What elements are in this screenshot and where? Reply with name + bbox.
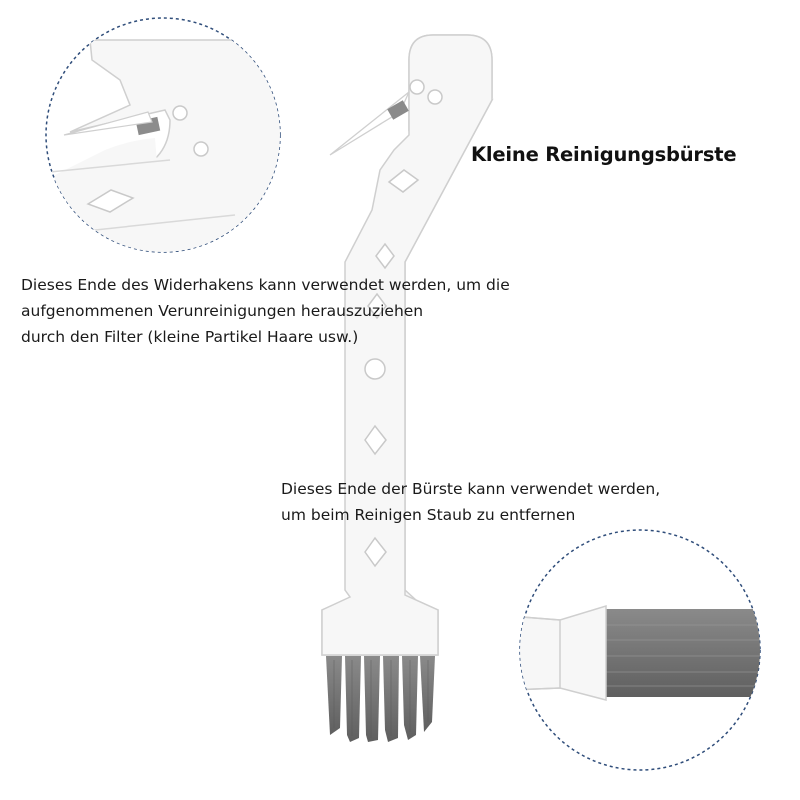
brush-description [281,476,660,528]
hole-icon [173,106,187,120]
bristles-closeup [606,609,776,697]
hole-icon [410,80,424,94]
hole-icon [194,142,208,156]
cleaning-brush [322,35,492,742]
hole-icon [428,90,442,104]
bristles [326,656,435,742]
hook-description-line: durch den Filter (kleine Partikel Haare usw.) [21,328,359,346]
brush-description-line: um beim Reinigen Staub zu entfernen [281,506,576,524]
hook-description-line: Dieses Ende des Widerhakens kann verwendet werden, um die [21,276,510,294]
brush-description-line: Dieses Ende der Bürste kann verwendet werden, [281,480,661,498]
hole-icon [365,359,385,379]
hook-description [21,272,510,350]
hook-description-line: aufgenommenen Verunreinigungen herauszuziehen [21,302,424,320]
brush-zoom-circle [510,530,776,770]
hook-zoom-circle [20,18,300,260]
hook-tip [330,92,409,155]
product-title: Kleine Reinigungsbürste [471,143,737,166]
